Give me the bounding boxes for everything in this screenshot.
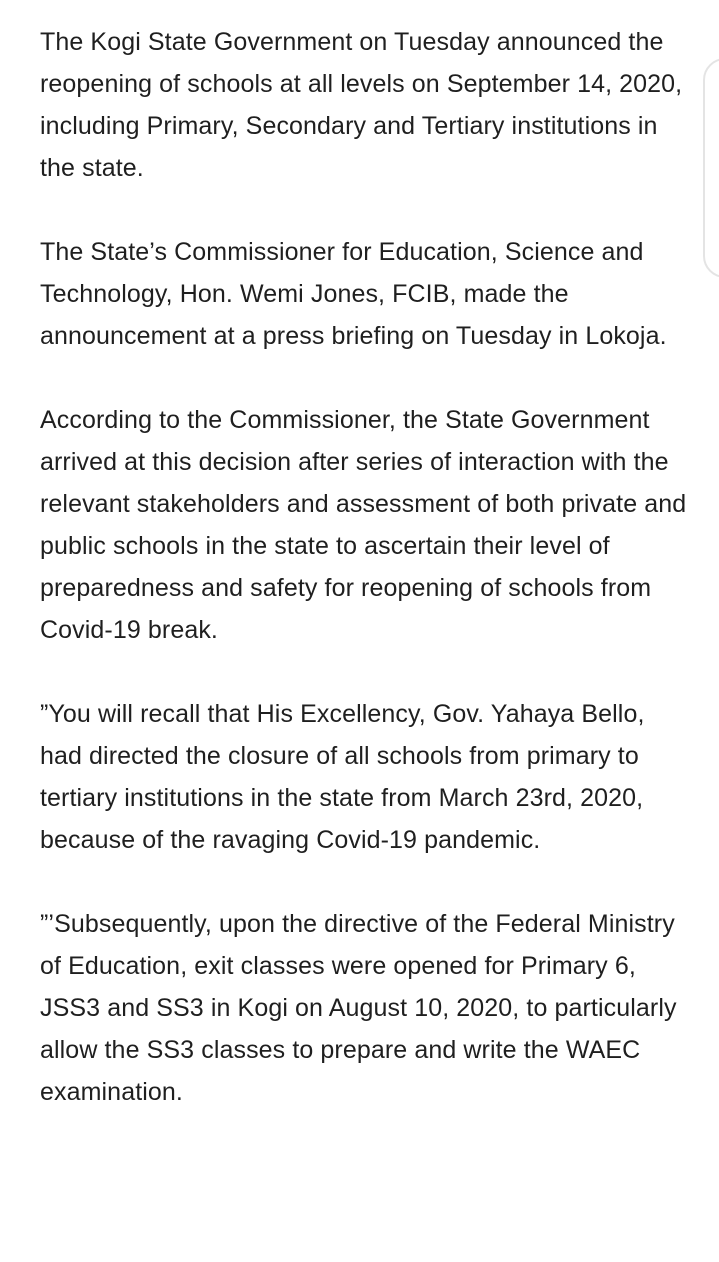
article-paragraph: The State’s Commissioner for Education, Science and Technology, Hon. Wemi Jones, FCIB, made the announcement at a press briefing on Tuesday in Lokoja.: [40, 238, 667, 350]
article-paragraph: According to the Commissioner, the State Government arrived at this decision after series of interaction with the relevant stakeholders and assessment of both private and public schools in the state to ascertain their level of preparedness and safety for reopening of schools from Covid-19 break.: [40, 406, 687, 644]
article-paragraph: ”’Subsequently, upon the directive of the Federal Ministry of Education, exit classes were opened for Primary 6, JSS3 and SS3 in Kogi on August 10, 2020, to particularly allow the SS3 classes to prepare and write the WAEC examination.: [40, 910, 677, 1106]
side-panel-handle[interactable]: [703, 58, 719, 278]
article-paragraph: ”You will recall that His Excellency, Gov. Yahaya Bello, had directed the closure of all schools from primary to tertiary institutions in the state from March 23rd, 2020, because of the ravaging Covid-19 pandemic.: [40, 700, 645, 854]
article-body: [40, 21, 688, 1155]
article-paragraph: The Kogi State Government on Tuesday announced the reopening of schools at all levels on September 14, 2020, including Primary, Secondary and Tertiary institutions in the state.: [40, 28, 683, 182]
